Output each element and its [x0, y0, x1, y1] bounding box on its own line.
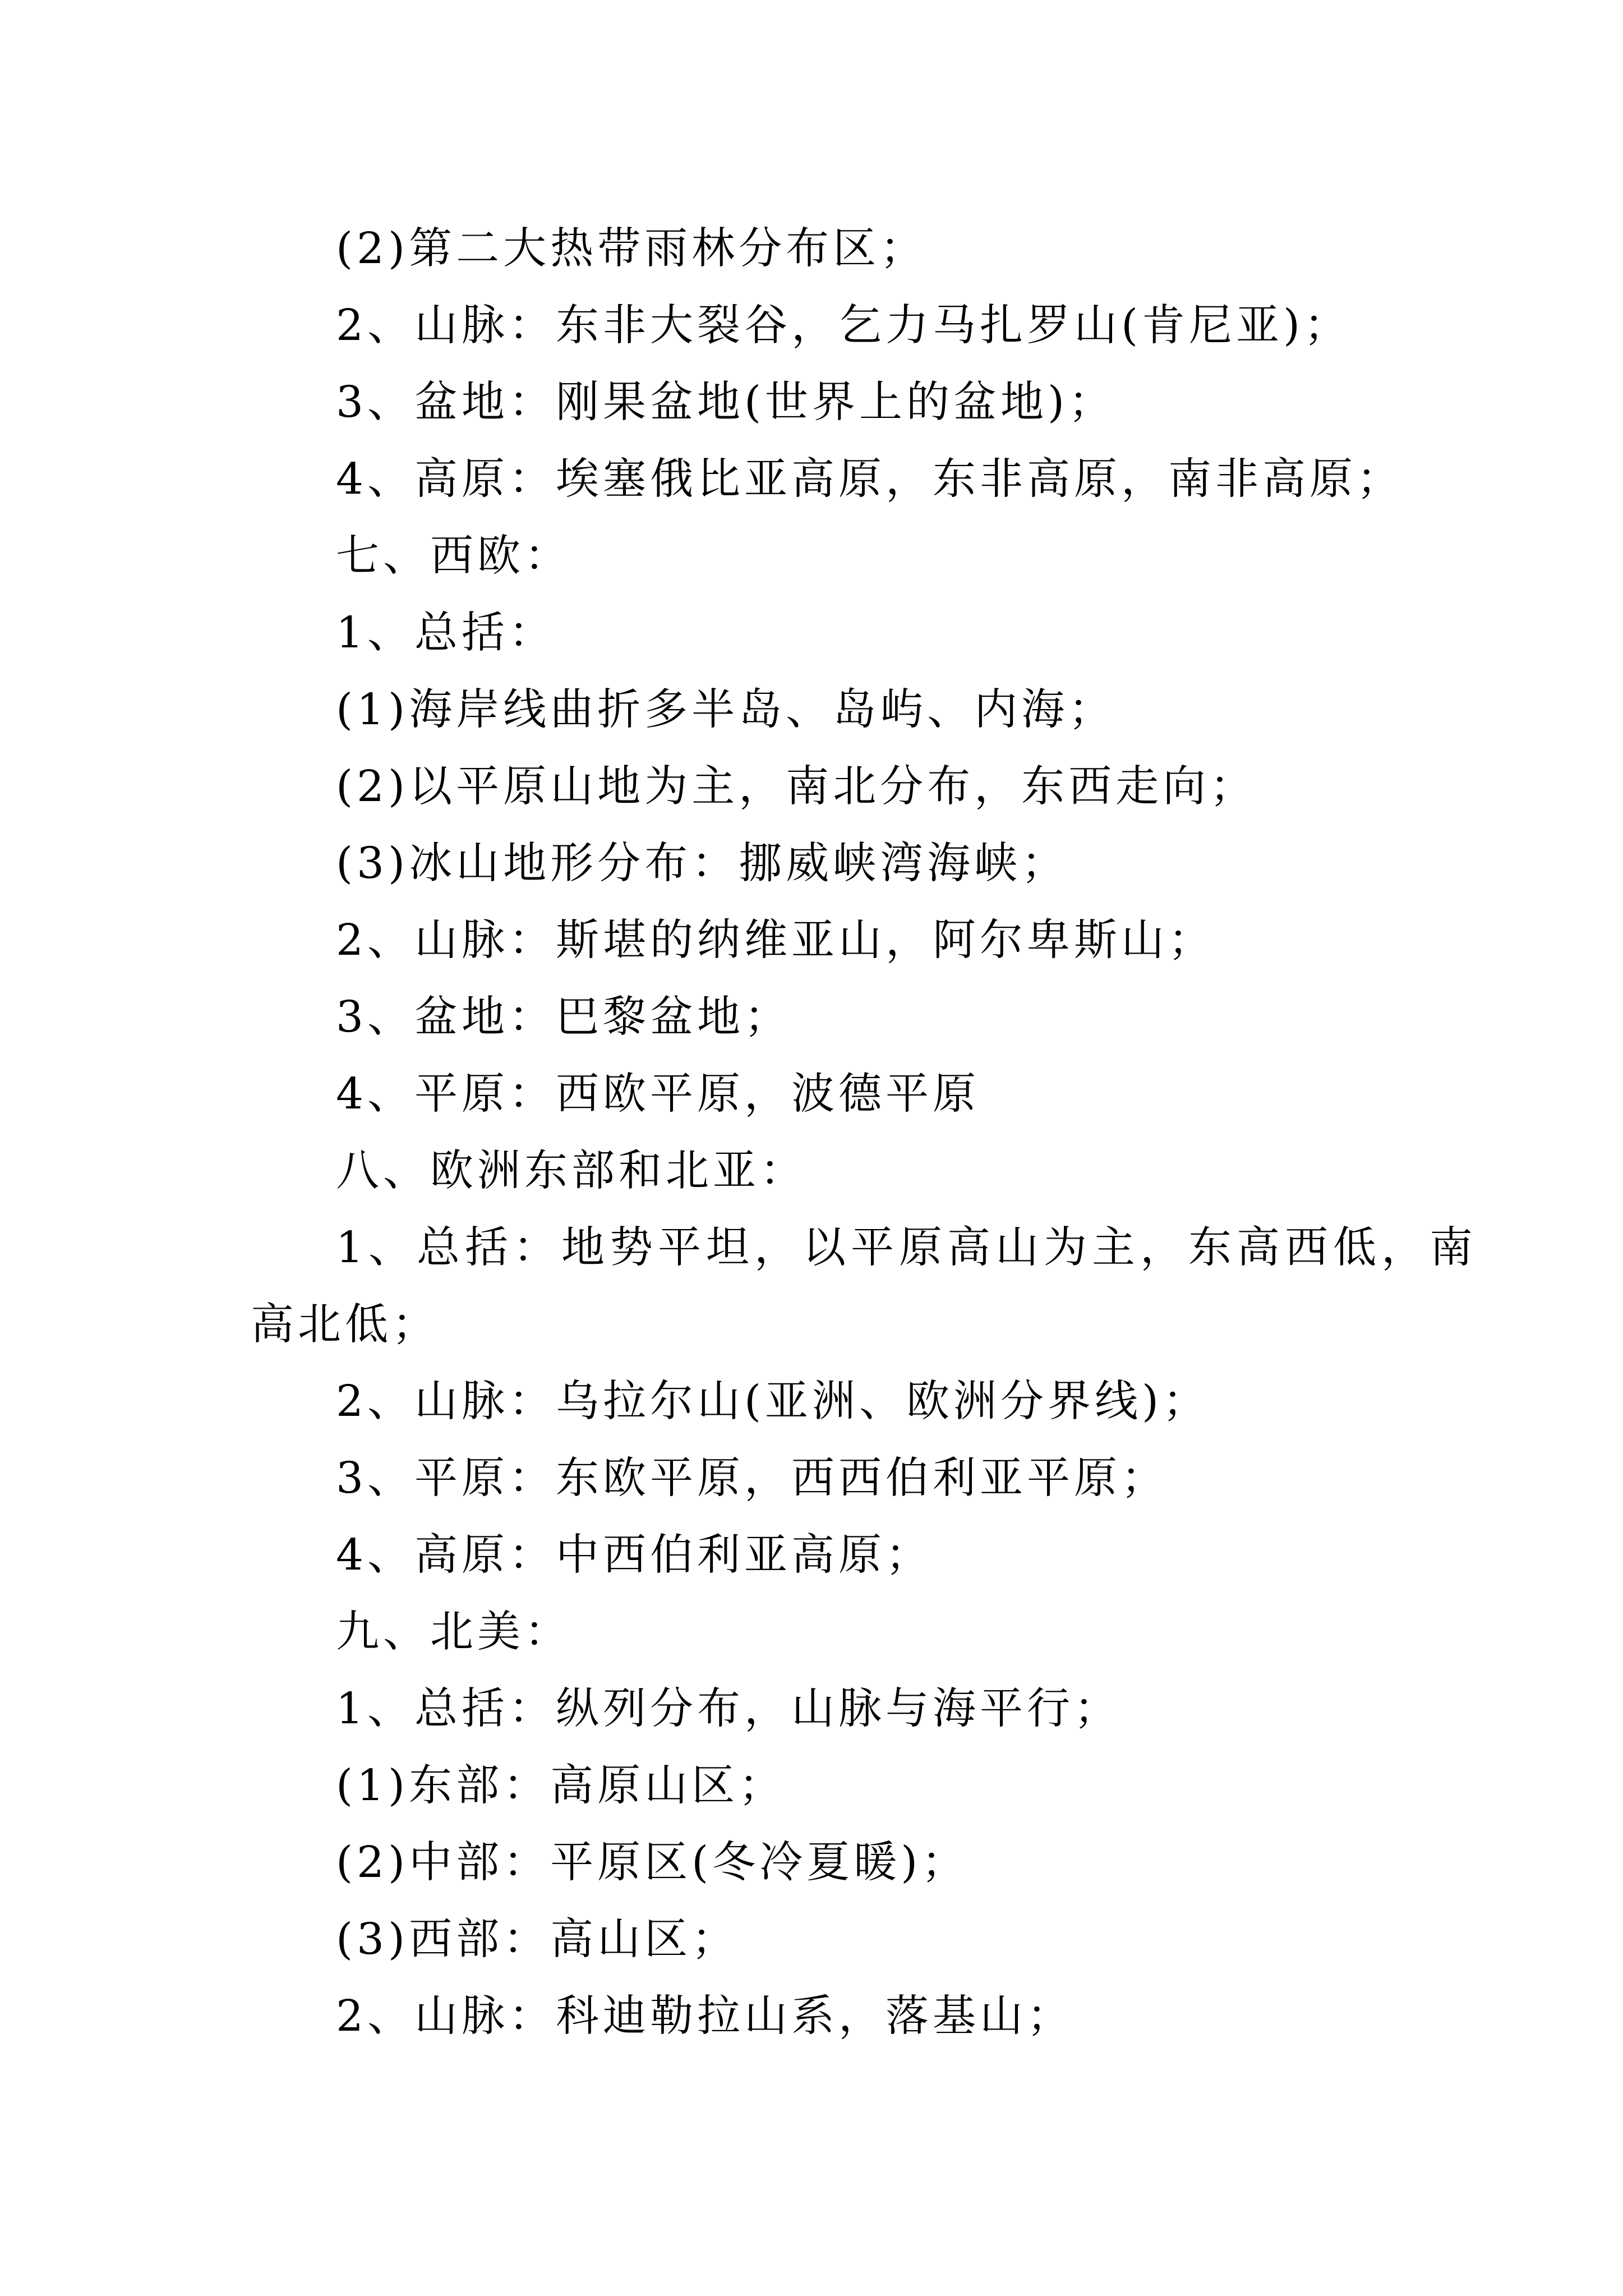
section-heading: 八、欧洲东部和北亚： — [336, 1146, 807, 1196]
paragraph-line: (2)以平原山地为主，南北分布，东西走向； — [336, 762, 1257, 812]
paragraph-line: (2)第二大热带雨林分布区； — [336, 224, 928, 274]
document-body — [251, 210, 1478, 2055]
paragraph-line: 3、盆地：巴黎盆地； — [336, 992, 791, 1042]
paragraph-line: 2、山脉：东非大裂谷，乞力马扎罗山(肯尼亚)； — [336, 301, 1352, 351]
paragraph-line: 4、高原：埃塞俄比亚高原，东非高原，南非高原； — [336, 454, 1404, 504]
paragraph-line: 2、山脉：科迪勒拉山系，落基山； — [336, 1991, 1074, 2041]
paragraph-line: 3、盆地：刚果盆地(世界上的盆地)； — [336, 378, 1116, 427]
paragraph-line: 4、高原：中西伯利亚高原； — [336, 1530, 933, 1580]
paragraph-line-continuation: 高北低； — [251, 1300, 439, 1350]
paragraph-line: 2、山脉：斯堪的纳维亚山，阿尔卑斯山； — [336, 915, 1215, 965]
paragraph-line: (3)冰山地形分布：挪威峡湾海峡； — [336, 839, 1069, 889]
paragraph-line: 1、总括：纵列分布，山脉与海平行； — [336, 1684, 1121, 1734]
paragraph-line: (1)东部：高原山区； — [336, 1761, 786, 1811]
paragraph-line: 4、平原：西欧平原，波德平原 — [336, 1069, 980, 1119]
paragraph-line: 1、总括： — [336, 608, 556, 658]
paragraph-line: (1)海岸线曲折多半岛、岛屿、内海； — [336, 685, 1116, 735]
section-heading: 七、西欧： — [336, 531, 571, 581]
paragraph-line: 3、平原：东欧平原，西西伯利亚平原； — [336, 1453, 1168, 1503]
paragraph-line: (3)西部：高山区； — [336, 1915, 739, 1964]
paragraph-line: 2、山脉：乌拉尔山(亚洲、欧洲分界线)； — [336, 1377, 1210, 1427]
section-heading: 九、北美： — [336, 1607, 571, 1657]
paragraph-line: 1、总括：地势平坦，以平原高山为主，东高西低，南 — [336, 1223, 1478, 1273]
paragraph-line: (2)中部：平原区(冬冷夏暖)； — [336, 1838, 969, 1888]
